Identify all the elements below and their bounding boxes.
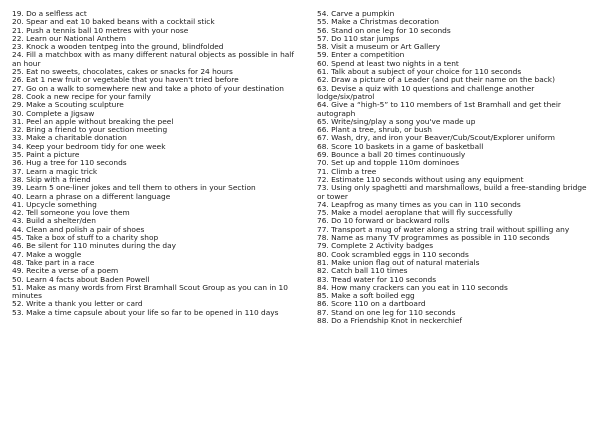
list-item: 57. Do 110 star jumps	[317, 33, 400, 43]
list-item: 46. Be silent for 110 minutes during the day	[12, 241, 177, 251]
list-item: 79. Complete 2 Activity badges	[317, 241, 434, 251]
list-item: 66. Plant a tree, shrub, or bush	[317, 125, 432, 135]
list-item: 28. Cook a new recipe for your family	[12, 91, 151, 101]
list-item: 86. Score 110 on a dartboard	[317, 299, 426, 309]
list-item: 60. Spend at least two nights in a tent	[317, 58, 459, 68]
list-item: 75. Make a model aeroplane that will fly successfully	[317, 208, 513, 218]
list-item: 84. How many crackers can you eat in 110 seconds	[317, 282, 508, 292]
list-item: 21. Push a tennis ball 10 metres with your nose	[12, 25, 189, 35]
list-item: 37. Learn a magic trick	[12, 166, 98, 176]
list-item: 25. Eat no sweets, chocolates, cakes or snacks for 24 hours	[12, 67, 233, 77]
list-item: 36. Hug a tree for 110 seconds	[12, 158, 127, 168]
list-item: 47. Make a woggle	[12, 249, 82, 259]
list-item: 87. Stand on one leg for 110 seconds	[317, 307, 456, 317]
list-item: 30. Complete a Jigsaw	[12, 108, 95, 118]
list-item: 76. Do 10 forward or backward rolls	[317, 216, 450, 226]
list-item: 51. Make as many words from First Bramhall Scout Group as you can in 10 minutes	[12, 282, 288, 301]
list-item: 45. Take a box of stuff to a charity shop	[12, 233, 159, 243]
list-item: 82. Catch ball 110 times	[317, 266, 408, 276]
list-item: 68. Score 10 baskets in a game of basketball	[317, 141, 484, 151]
list-item: 35. Paint a picture	[12, 150, 80, 160]
left-column	[12, 10, 302, 317]
list-item: 71. Climb a tree	[317, 166, 377, 176]
list-item: 62. Draw a picture of a Leader (and put their name on the back)	[317, 75, 555, 85]
list-item: 78. Name as many TV programmes as possible in 110 seconds	[317, 233, 550, 243]
list-item: 88. Do a Friendship Knot in neckerchief	[317, 315, 462, 325]
list-item: 56. Stand on one leg for 10 seconds	[317, 25, 451, 35]
list-item: 42. Tell someone you love them	[12, 208, 130, 218]
list-item: 81. Make union flag out of natural materials	[317, 257, 480, 267]
list-item: 24. Fill a matchbox with as many different natural objects as possible in half an hour	[12, 50, 294, 68]
list-item: 70. Set up and topple 110m dominoes	[317, 158, 460, 168]
list-item: 31. Peel an apple without breaking the peel	[12, 116, 174, 126]
list-item: 53. Make a time capsule about your life so far to be opened in 110 days	[12, 307, 279, 317]
list-item: 65. Write/sing/play a song you've made up	[317, 116, 476, 126]
list-item: 44. Clean and polish a pair of shoes	[12, 224, 145, 234]
list-item: 40. Learn a phrase on a different language	[12, 191, 171, 201]
list-item: 58. Visit a museum or Art Gallery	[317, 42, 441, 52]
list-item: 77. Transport a mug of water along a string trail without spilling any	[317, 224, 570, 234]
list-item: 52. Write a thank you letter or card	[12, 299, 143, 309]
list-item: 41. Upcycle something	[12, 199, 97, 209]
list-item: 59. Enter a competition	[317, 50, 405, 60]
list-item: 69. Bounce a ball 20 times continuously	[317, 150, 466, 160]
list-item: 32. Bring a friend to your section meeting	[12, 125, 168, 135]
right-column	[317, 10, 593, 325]
list-item: 63. Devise a quiz with 10 questions and challenge another lodge/six/patrol	[317, 83, 535, 101]
list-item: 34. Keep your bedroom tidy for one week	[12, 141, 166, 151]
list-item: 43. Build a shelter/den	[12, 216, 96, 226]
list-item: 49. Recite a verse of a poem	[12, 266, 119, 276]
list-item: 20. Spear and eat 10 baked beans with a cocktail stick	[12, 17, 215, 27]
list-item: 64. Give a “high-5” to 110 members of 1st Bramhall and get their autograph	[317, 100, 561, 118]
list-item: 74. Leapfrog as many times as you can in 110 seconds	[317, 199, 521, 209]
list-item: 80. Cook scrambled eggs in 110 seconds	[317, 249, 469, 259]
list-item: 85. Make a soft boiled egg	[317, 291, 415, 301]
list-item: 26. Eat 1 new fruit or vegetable that you haven't tried before	[12, 75, 239, 85]
list-item: 73. Using only spaghetti and marshmallows, build a free-standing bridge or tower	[317, 183, 587, 201]
list-item: 33. Make a charitable donation	[12, 133, 127, 143]
list-item: 54. Carve a pumpkin	[317, 9, 395, 18]
list-item: 39. Learn 5 one-liner jokes and tell them to others in your Section	[12, 183, 256, 193]
list-item: 38. Skip with a friend	[12, 174, 91, 184]
list-item: 72. Estimate 110 seconds without using any equipment	[317, 174, 524, 184]
list-item: 27. Go on a walk to somewhere new and take a photo of your destination	[12, 83, 284, 93]
list-item: 19. Do a selfless act	[12, 9, 87, 18]
list-item: 23. Knock a wooden tentpeg into the ground, blindfolded	[12, 42, 224, 52]
list-item: 67. Wash, dry, and iron your Beaver/Cub/Scout/Explorer uniform	[317, 133, 555, 143]
list-item: 61. Talk about a subject of your choice for 110 seconds	[317, 67, 522, 77]
list-item: 55. Make a Christmas decoration	[317, 17, 439, 27]
list-item: 22. Learn our National Anthem	[12, 33, 126, 43]
list-item: 83. Tread water for 110 seconds	[317, 274, 437, 284]
list-item: 48. Take part in a race	[12, 257, 95, 267]
list-item: 50. Learn 4 facts about Baden Powell	[12, 274, 150, 284]
list-item: 29. Make a Scouting sculpture	[12, 100, 124, 110]
